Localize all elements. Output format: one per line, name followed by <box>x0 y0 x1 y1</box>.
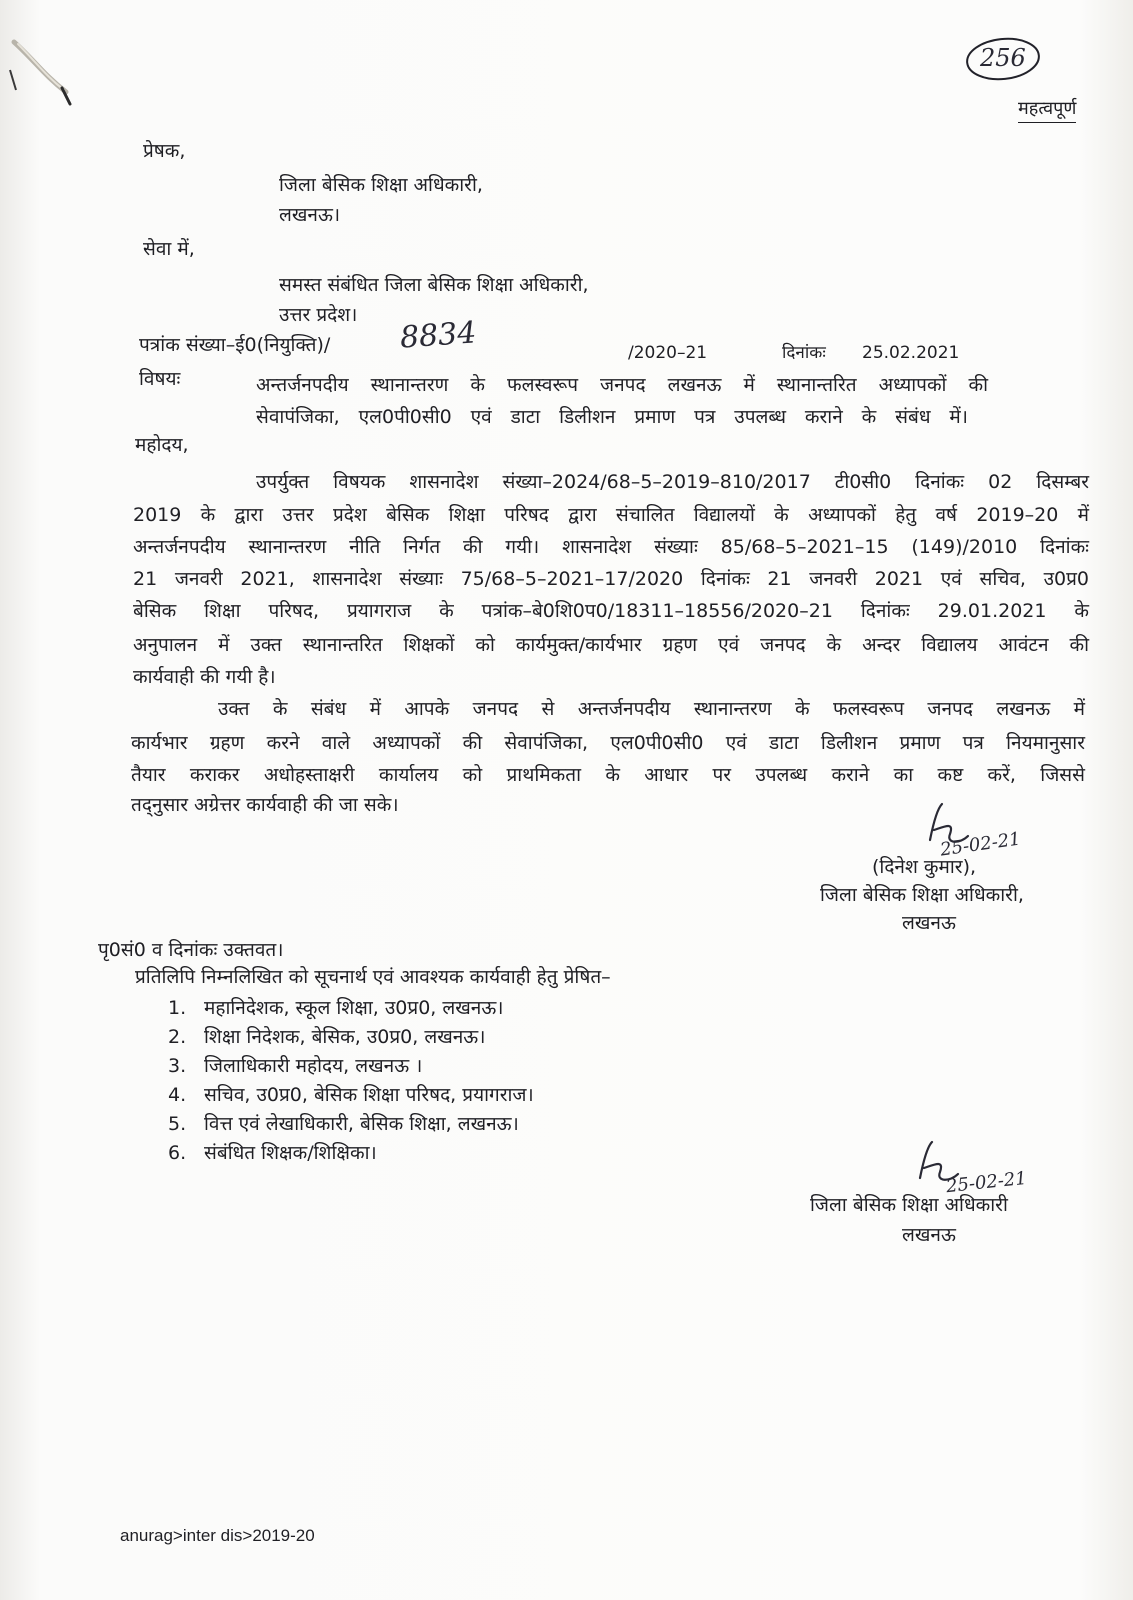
copy-intro: प्रतिलिपि निम्नलिखित को सूचनार्थ एवं आवश्यक कार्यवाही हेतु प्रेषित– <box>135 966 611 988</box>
subject-line-1: अन्तर्जनपदीय स्थानान्तरण के फलस्वरूप जनपद लखनऊ में स्थानान्तरित अध्यापकों की <box>256 374 988 396</box>
copy-item-text: सचिव, उ0प्र0, बेसिक शिक्षा परिषद, प्रयागराज। <box>204 1084 534 1106</box>
subject-line-2: सेवापंजिका, एल0पी0सी0 एवं डाटा डिलीशन प्रमाण पत्र उपलब्ध कराने के संबंध में। <box>256 406 968 428</box>
copy-item-number: 6. <box>168 1142 187 1164</box>
para2-line-1: उक्त के संबंध में आपके जनपद से अन्तर्जनपदीय स्थानान्तरण के फलस्वरूप जनपद लखनऊ में <box>218 698 1085 720</box>
copy-item-text: वित्त एवं लेखाधिकारी, बेसिक शिक्षा, लखनऊ। <box>204 1113 519 1135</box>
copy-item-text: शिक्षा निदेशक, बेसिक, उ0प्र0, लखनऊ। <box>204 1026 486 1048</box>
sender-heading: प्रेषक, <box>143 140 186 162</box>
copy-list-item <box>168 1051 422 1081</box>
page-number-stamp <box>964 36 1042 82</box>
staple-thread-icon <box>4 30 84 110</box>
importance-label: महत्वपूर्ण <box>1018 96 1076 123</box>
signature1-place: लखनऊ <box>902 912 956 934</box>
reference-year: /2020–21 <box>628 343 708 363</box>
page-number: 256 <box>980 44 1026 72</box>
copy-item-number: 4. <box>168 1084 187 1106</box>
signature1-designation: जिला बेसिक शिक्षा अधिकारी, <box>820 884 1024 906</box>
copy-list-item <box>168 1109 519 1139</box>
salutation: महोदय, <box>135 434 189 456</box>
para1-last-line: कार्यवाही की गयी है। <box>133 666 276 688</box>
recipient-heading: सेवा में, <box>143 238 195 260</box>
reference-handwritten-number: 8834 <box>398 315 478 356</box>
para1-line-5: बेसिक शिक्षा परिषद, प्रयागराज के पत्रांक–बे0शि0प0/18311–18556/2020–21 दिनांकः 29.01.2021 के <box>133 600 1089 622</box>
signature2-designation: जिला बेसिक शिक्षा अधिकारी <box>810 1194 1008 1216</box>
signature2-place: लखनऊ <box>902 1224 956 1246</box>
sender-office: जिला बेसिक शिक्षा अधिकारी, <box>279 174 483 196</box>
copy-item-number: 3. <box>168 1055 187 1077</box>
copy-item-number: 5. <box>168 1113 187 1135</box>
para2-line-2: कार्यभार ग्रहण करने वाले अध्यापकों की सेवापंजिका, एल0पी0सी0 एवं डाटा डिलीशन प्रमाण पत्र नियमानुसार <box>131 732 1085 754</box>
sender-place: लखनऊ। <box>279 204 341 226</box>
copy-item-text: जिलाधिकारी महोदय, लखनऊ । <box>204 1055 423 1077</box>
recipient-office: समस्त संबंधित जिला बेसिक शिक्षा अधिकारी, <box>279 274 589 296</box>
copy-item-number: 2. <box>168 1026 187 1048</box>
para1-line-3: अन्तर्जनपदीय स्थानान्तरण नीति निर्गत की गयी। शासनादेश संख्याः 85/68–5–2021–15 (149)/2010 दिनांकः <box>133 536 1089 558</box>
reference-date-label: दिनांकः <box>782 343 826 363</box>
reference-date: 25.02.2021 <box>862 343 960 363</box>
para2-last-line: तद्नुसार अग्रेत्तर कार्यवाही की जा सके। <box>131 794 399 816</box>
para1-line-6: अनुपालन में उक्त स्थानान्तरित शिक्षकों को कार्यमुक्त/कार्यभार ग्रहण एवं जनपद के अन्दर विद्यालय आवंटन की <box>133 634 1089 656</box>
footer-file-path: anurag>inter dis>2019-20 <box>120 1526 315 1545</box>
signature1-date: 25-02-21 <box>938 828 1022 861</box>
copy-reference: पृ0सं0 व दिनांकः उक्तवत। <box>98 939 284 961</box>
copy-list-item <box>168 1022 485 1052</box>
para2-line-3: तैयार कराकर अधोहस्ताक्षरी कार्यालय को प्राथमिकता के आधार पर उपलब्ध कराने का कष्ट करें, जिससे <box>131 764 1085 786</box>
subject-label: विषयः <box>139 368 181 390</box>
signature1-name: (दिनेश कुमार), <box>872 856 977 878</box>
reference-label: पत्रांक संख्या–ई0(नियुक्ति)/ <box>139 334 331 356</box>
copy-item-text: महानिदेशक, स्कूल शिक्षा, उ0प्र0, लखनऊ। <box>204 997 504 1019</box>
copy-list-item <box>168 993 503 1023</box>
copy-item-number: 1. <box>168 997 187 1019</box>
copy-item-text: संबंधित शिक्षक/शिक्षिका। <box>204 1142 377 1164</box>
para1-line-2: 2019 के द्वारा उत्तर प्रदेश बेसिक शिक्षा परिषद द्वारा संचालित विद्यालयों के अध्यापकों हेतु वर्ष 2019–20 में <box>133 504 1089 526</box>
recipient-state: उत्तर प्रदेश। <box>279 304 358 326</box>
copy-list-item <box>168 1138 377 1168</box>
para1-line-4: 21 जनवरी 2021, शासनादेश संख्याः 75/68–5–2021–17/2020 दिनांकः 21 जनवरी 2021 एवं सचिव, उ0प्र0 <box>133 568 1089 590</box>
para1-line-1: उपर्युक्त विषयक शासनादेश संख्या–2024/68–5–2019–810/2017 टी0सी0 दिनांकः 02 दिसम्बर <box>256 471 1089 493</box>
copy-list-item <box>168 1080 534 1110</box>
signature2-date: 25-02-21 <box>945 1167 1028 1198</box>
